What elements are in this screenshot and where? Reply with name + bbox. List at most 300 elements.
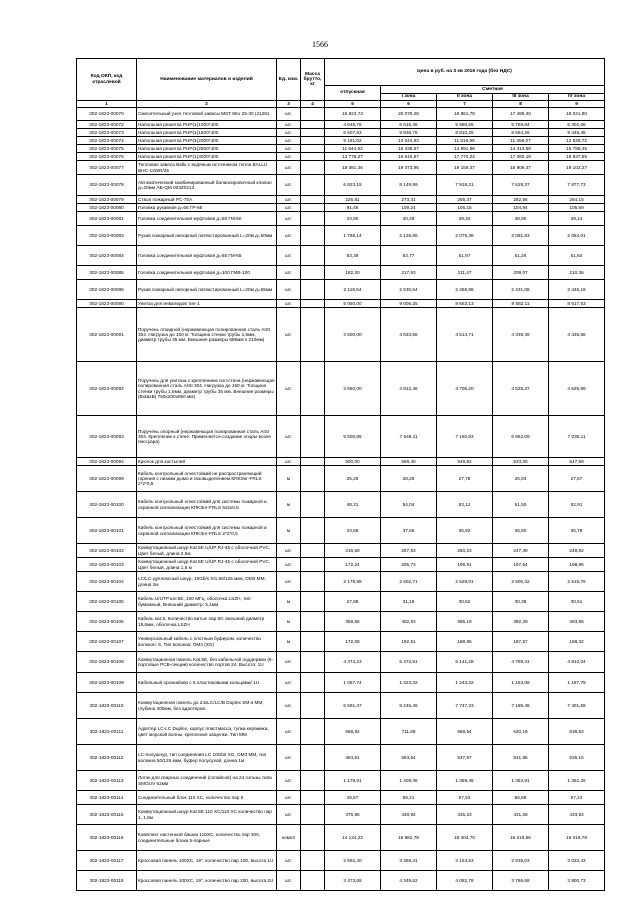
price-sale: 14 134,22 <box>325 825 381 851</box>
price-zone-1: 63,77 <box>381 246 437 266</box>
price-zone-1: 3 368,41 <box>381 851 437 871</box>
price-zone-1: 8 149,99 <box>381 175 437 196</box>
price-zone-2: 436,23 <box>437 805 493 825</box>
price-zone-4: 535,15 <box>549 745 605 771</box>
item-unit: м <box>277 492 301 518</box>
item-name: Поручень откидной (нержавеющая полированная сталь AISI 304. Нагрузка до 150 кг. Толщина стенки трубы 1,5мм, диаметр трубы 35 мм. Внешние размеры 695мм x 210мм) <box>137 308 277 362</box>
price-zone-4: 248,92 <box>549 544 605 558</box>
item-code: 302-1823-00100 <box>77 492 137 518</box>
item-mass <box>301 226 325 246</box>
item-code: 302-1823-00077 <box>77 161 137 175</box>
price-sale: 49,57 <box>325 791 381 805</box>
table-row <box>77 572 605 592</box>
item-mass <box>301 137 325 145</box>
item-mass <box>301 129 325 137</box>
price-zone-3: 197,64 <box>493 558 549 572</box>
price-zone-4: 2 515,76 <box>549 572 605 592</box>
item-unit: шт. <box>277 416 301 458</box>
item-name: Поручень опорный (нержавеющая полированная сталь AISI 304. Крепление к стене. Применяется-создание опоры возле писсуара) <box>137 416 277 458</box>
item-code: 302-1823-00083 <box>77 226 137 246</box>
price-zone-4: 210,36 <box>549 266 605 280</box>
price-zone-2: 17 770,24 <box>437 153 493 161</box>
price-zone-4: 27,67 <box>549 466 605 492</box>
column-index: 8 <box>493 101 549 108</box>
item-name: Ствол пожарный РС-70А <box>137 196 277 204</box>
price-zone-2: 14 891,96 <box>437 145 493 153</box>
header-sale: отпускная <box>325 86 381 101</box>
price-sale: 3 473,65 <box>325 871 381 891</box>
price-zone-4: 19 102,27 <box>549 161 605 175</box>
price-zone-4: 2 064,01 <box>549 226 605 246</box>
price-sale: 226,81 <box>325 196 381 204</box>
item-code: 302-1823-00104 <box>77 572 137 592</box>
price-sale: 48,31 <box>325 492 381 518</box>
item-code: 302-1823-00086 <box>77 280 137 300</box>
price-zone-3: 104,94 <box>493 204 549 212</box>
item-mass <box>301 771 325 791</box>
item-name: Кабель контрольный огнестойкий для системы пожарной и охранной сигнализации КПКЭнг-FRLS 6x2x0,5 <box>137 492 277 518</box>
item-name: Кроссовая панель 100XC, 19", количество пар 200, высота 2U <box>137 871 277 891</box>
price-zone-4: 3 023,43 <box>549 851 605 871</box>
price-zone-3: 4 339,39 <box>493 308 549 362</box>
price-zone-2: 2 529,01 <box>437 572 493 592</box>
price-zone-1: 109,24 <box>381 204 437 212</box>
price-zone-1: 5 472,51 <box>381 652 437 673</box>
price-zone-3: 3 786,68 <box>493 871 549 891</box>
item-name: Поручень для унитаза с креплением пол-стена (нержавеющая полированная сталь AISI 304. Нагрузка до 150 кг. Толщина стенки трубы 1,5мм, диаметр трубы 35 мм. Внешние размеры (ВхШхВ) 750х200х850 мм) <box>137 362 277 416</box>
price-zone-1: 4 812,46 <box>381 362 437 416</box>
price-zone-1: 563,64 <box>381 745 437 771</box>
price-zone-2: 18 861,78 <box>437 108 493 121</box>
table-row <box>77 308 605 362</box>
price-zone-2: 5 141,28 <box>437 652 493 673</box>
item-code: 302-1823-00093 <box>77 416 137 458</box>
item-name: Кабель кат.5, Количество витых пар 50. внешний диаметр 15,6мм, оболочка LSZH <box>137 612 277 632</box>
item-unit: шт. <box>277 175 301 196</box>
item-name: Кабель контрольный огнестойкий не распространяющий горения с низким дымо и газовыделением КПКЭнг-FRLS 2*2*0,5 <box>137 466 277 492</box>
item-name: Тепловая завеса Ballu с водяным источником тепла BALLU BHC-12WR/25 <box>137 161 277 175</box>
item-code: 302-1823-00092 <box>77 362 137 416</box>
item-unit: шт. <box>277 137 301 145</box>
price-zone-1: 6 615,36 <box>381 121 437 129</box>
header-code: Код ОКП, код отраслевой <box>77 59 137 101</box>
item-unit: шт. <box>277 226 301 246</box>
item-name: Соединительный блок 110 XC, количество пар 5 <box>137 791 277 805</box>
item-unit: шт. <box>277 791 301 805</box>
price-zone-1: 559,40 <box>381 458 437 466</box>
table-row <box>77 300 605 308</box>
price-zone-2: 188,95 <box>437 632 493 652</box>
table-row <box>77 280 605 300</box>
price-zone-3: 8 564,26 <box>493 129 549 137</box>
price-zone-4: 39,14 <box>549 212 605 226</box>
table-row <box>77 266 605 280</box>
table-row <box>77 492 605 518</box>
price-zone-2: 4 706,20 <box>437 362 493 416</box>
item-name: Комплект настенной башни 110XC, количество пар 300, соединительные блоки 5-парные <box>137 825 277 851</box>
price-zone-1: 19 616,87 <box>381 153 437 161</box>
price-zone-4: 30,51 <box>549 592 605 612</box>
item-code: 302-1823-00106 <box>77 612 137 632</box>
item-code: 302-1823-00113 <box>77 771 137 791</box>
price-zone-3: 2 431,08 <box>493 280 549 300</box>
price-zone-1: 448,94 <box>381 805 437 825</box>
item-unit: шт. <box>277 145 301 153</box>
item-name: Коммутационный шнур Kat.5E U/UP RJ-45 с оболочкой PVC. Цвет белый, длина 1,5 м <box>137 558 277 572</box>
item-code: 302-1823-00115 <box>77 805 137 825</box>
item-unit: шт. <box>277 196 301 204</box>
table-row <box>77 466 605 492</box>
item-unit: шт. <box>277 204 301 212</box>
price-zone-4: 7 401,69 <box>549 693 605 719</box>
price-zone-3: 431,28 <box>493 805 549 825</box>
item-mass <box>301 153 325 161</box>
item-name: Напольная решетка PHP(1)1000*400 <box>137 121 277 129</box>
price-zone-2: 8 810,26 <box>437 129 493 137</box>
price-zone-2: 16 404,70 <box>437 825 493 851</box>
header-zone-4: IV зона <box>549 94 605 101</box>
price-zone-1: 19 373,95 <box>381 161 437 175</box>
item-unit: шт. <box>277 544 301 558</box>
item-mass <box>301 825 325 851</box>
item-mass <box>301 466 325 492</box>
price-zone-4: 638,82 <box>549 719 605 745</box>
price-sale: 11 644,92 <box>325 145 381 153</box>
price-table <box>76 58 605 891</box>
item-mass <box>301 266 325 280</box>
price-zone-4: 4 435,66 <box>549 308 605 362</box>
item-name: Унитаз для инвалидов тип-1 <box>137 300 277 308</box>
price-sale: 2 692,40 <box>325 851 381 871</box>
price-sale: 182,20 <box>325 266 381 280</box>
price-zone-2: 19 155,37 <box>437 161 493 175</box>
table-row <box>77 161 605 175</box>
item-unit: шт. <box>277 161 301 175</box>
price-zone-3: 35,80 <box>493 518 549 544</box>
item-unit: шт. <box>277 266 301 280</box>
price-sale: 18 381,36 <box>325 161 381 175</box>
item-name: Крючок для костылей <box>137 458 277 466</box>
table-row <box>77 226 605 246</box>
price-zone-4: 16 318,78 <box>549 825 605 851</box>
item-name: Головка соединительная муфтовая д=50 ГМ-50 <box>137 212 277 226</box>
price-zone-2: 537,97 <box>437 745 493 771</box>
price-zone-4: 105,59 <box>549 204 605 212</box>
item-mass <box>301 871 325 891</box>
price-zone-1: 2 602,71 <box>381 572 437 592</box>
item-mass <box>301 108 325 121</box>
price-sale: 4 374,23 <box>325 652 381 673</box>
price-zone-1: 711,68 <box>381 719 437 745</box>
price-zone-2: 4 514,71 <box>437 308 493 362</box>
price-zone-1: 31,19 <box>381 592 437 612</box>
price-zone-2: 7 918,21 <box>437 175 493 196</box>
column-index: 9 <box>549 101 605 108</box>
price-sale: 91,46 <box>325 204 381 212</box>
item-code: 302-1823-00110 <box>77 693 137 719</box>
item-mass <box>301 145 325 153</box>
price-zone-3: 531,86 <box>493 745 549 771</box>
price-zone-4: 1 187,79 <box>549 673 605 693</box>
price-zone-3: 56,88 <box>493 791 549 805</box>
item-name: Головка рукавная д=65 ГР-65 <box>137 204 277 212</box>
price-sale: 6 607,63 <box>325 129 381 137</box>
price-zone-2: 36,92 <box>437 518 493 544</box>
item-name: Рукав пожарный напорный латекстированный L=20м д=50мм <box>137 226 277 246</box>
price-zone-1: 402,63 <box>381 612 437 632</box>
price-zone-2: 7 747,33 <box>437 693 493 719</box>
item-code: 302-1823-00099 <box>77 466 137 492</box>
table-row <box>77 137 605 145</box>
column-index: 4 <box>301 101 325 108</box>
header-zone-2: II зона <box>437 94 493 101</box>
price-zone-3: 38,90 <box>493 212 549 226</box>
item-mass <box>301 612 325 632</box>
table-row <box>77 246 605 266</box>
column-index: 1 <box>77 101 137 108</box>
price-zone-1: 217,63 <box>381 266 437 280</box>
item-code: 302-1823-00078 <box>77 175 137 196</box>
item-unit: шт. <box>277 362 301 416</box>
item-mass <box>301 851 325 871</box>
item-code: 302-1823-00111 <box>77 719 137 745</box>
column-index: 5 <box>325 101 381 108</box>
item-code: 302-1823-00081 <box>77 212 137 226</box>
item-code: 302-1823-00080 <box>77 204 137 212</box>
price-sale: 25,25 <box>325 466 381 492</box>
price-zone-4: 433,94 <box>549 805 605 825</box>
price-zone-2: 61,97 <box>437 246 493 266</box>
column-index-row <box>77 101 605 108</box>
item-mass <box>301 805 325 825</box>
item-unit: шт. <box>277 851 301 871</box>
price-zone-4: 3 900,73 <box>549 871 605 891</box>
price-sale: 4 645,76 <box>325 121 381 129</box>
item-code: 302-1823-00102 <box>77 544 137 558</box>
price-zone-2: 7 160,53 <box>437 416 493 458</box>
item-unit: компл <box>277 825 301 851</box>
item-code: 302-1823-00074 <box>77 137 137 145</box>
item-mass <box>301 458 325 466</box>
item-unit: шт. <box>277 246 301 266</box>
price-zone-3: 17 495,40 <box>493 108 549 121</box>
item-code: 302-1823-00118 <box>77 871 137 891</box>
item-code: 302-1823-00076 <box>77 153 137 161</box>
price-zone-1: 1 323,32 <box>381 673 437 693</box>
price-zone-3: 247,39 <box>493 544 549 558</box>
item-unit: шт. <box>277 280 301 300</box>
price-zone-4: 61,64 <box>549 246 605 266</box>
item-unit: м <box>277 466 301 492</box>
table-row <box>77 825 605 851</box>
price-zone-4: 4 625,99 <box>549 362 605 416</box>
column-index: 2 <box>137 101 277 108</box>
price-zone-4: 198,86 <box>549 558 605 572</box>
item-mass <box>301 175 325 196</box>
item-unit: м <box>277 612 301 632</box>
price-zone-3: 209,07 <box>493 266 549 280</box>
price-zone-2: 250,23 <box>437 544 493 558</box>
column-index: 7 <box>437 101 493 108</box>
price-zone-4: 15 788,45 <box>549 145 605 153</box>
table-row <box>77 791 605 805</box>
item-unit: м <box>277 632 301 652</box>
price-zone-3: 8 582,11 <box>493 300 549 308</box>
price-zone-2: 668,64 <box>437 719 493 745</box>
item-code: 302-1823-00072 <box>77 121 137 129</box>
price-zone-2: 4 082,78 <box>437 871 493 891</box>
item-unit: шт. <box>277 108 301 121</box>
price-zone-3: 533,05 <box>493 458 549 466</box>
table-row <box>77 153 605 161</box>
table-row <box>77 108 605 121</box>
price-zone-2: 395,19 <box>437 612 493 632</box>
item-name: Напольная решетка PHP(1)2000*400 <box>137 137 277 145</box>
price-zone-2: 199,91 <box>437 558 493 572</box>
item-unit: шт. <box>277 153 301 161</box>
table-row <box>77 129 605 137</box>
table-row <box>77 416 605 458</box>
item-mass <box>301 745 325 771</box>
price-zone-2: 2 075,38 <box>437 226 493 246</box>
price-zone-1: 13 044,93 <box>381 137 437 145</box>
price-sale: 463,51 <box>325 745 381 771</box>
item-mass <box>301 362 325 416</box>
price-zone-2: 1 369,45 <box>437 771 493 791</box>
item-unit: шт. <box>277 572 301 592</box>
price-zone-1: 205,73 <box>381 558 437 572</box>
price-zone-1: 37,56 <box>381 518 437 544</box>
price-sale: 3 650,00 <box>325 362 381 416</box>
price-zone-1: 59,21 <box>381 791 437 805</box>
price-zone-3: 6 862,09 <box>493 416 549 458</box>
price-zone-4: 547,69 <box>549 458 605 466</box>
item-mass <box>301 544 325 558</box>
item-unit: шт. <box>277 673 301 693</box>
item-unit: шт. <box>277 558 301 572</box>
header-zone-3: III зона <box>493 94 549 101</box>
price-sale: 13 776,27 <box>325 153 381 161</box>
price-zone-3: 5 759,84 <box>493 121 549 129</box>
price-zone-4: 6 302,68 <box>549 121 605 129</box>
price-zone-2: 211,47 <box>437 266 493 280</box>
price-sale: 15 923,73 <box>325 108 381 121</box>
price-zone-3: 30,39 <box>493 592 549 612</box>
item-unit: шт. <box>277 805 301 825</box>
item-name: Кабель U/UTP кат.5E, 100 МГц, оболочка LSZH, тип: бумажный, Внешний диаметр: 5,1мм <box>137 592 277 612</box>
page-number: 1566 <box>312 40 328 49</box>
price-zone-3: 1 153,08 <box>493 673 549 693</box>
table-row <box>77 771 605 791</box>
table-row <box>77 212 605 226</box>
price-zone-4: 2 446,19 <box>549 280 605 300</box>
price-zone-3: 17 080,19 <box>493 153 549 161</box>
item-name: Автоматический комбинированный балансировочный клапан д=20мм AB-QM 003Z0213 <box>137 175 277 196</box>
table-row <box>77 458 605 466</box>
item-name: LC/LC-дуплексный шнур, 10Gb/s XG.50/125 мкм, OM3 MM, длина 2м <box>137 572 277 592</box>
item-code: 302-1823-00070 <box>77 108 137 121</box>
item-code: 302-1823-00105 <box>77 592 137 612</box>
price-sale: 53,39 <box>325 246 381 266</box>
header-mass: Масса брутто, кг <box>301 59 325 101</box>
item-mass <box>301 161 325 175</box>
price-zone-2: 106,15 <box>437 204 493 212</box>
price-sale: 3 500,00 <box>325 308 381 362</box>
table-row <box>77 592 605 612</box>
price-sale: 5 500,85 <box>325 416 381 458</box>
price-zone-1: 16 438,57 <box>381 145 437 153</box>
item-mass <box>301 572 325 592</box>
column-index: 6 <box>381 101 437 108</box>
price-zone-4: 18 021,80 <box>549 108 605 121</box>
price-zone-2: 53,12 <box>437 492 493 518</box>
price-zone-4: 7 877,73 <box>549 175 605 196</box>
item-code: 302-1823-00109 <box>77 673 137 693</box>
item-unit: м <box>277 518 301 544</box>
item-unit: шт. <box>277 458 301 466</box>
item-mass <box>301 632 325 652</box>
item-mass <box>301 300 325 308</box>
item-mass <box>301 204 325 212</box>
price-zone-2: 549,82 <box>437 458 493 466</box>
price-zone-4: 4 912,04 <box>549 652 605 673</box>
price-zone-4: 9 445,45 <box>549 129 605 137</box>
price-zone-3: 18 906,37 <box>493 161 549 175</box>
price-zone-2: 11 816,95 <box>437 137 493 145</box>
item-code: 302-1823-00107 <box>77 632 137 652</box>
price-sale: 359,66 <box>325 612 381 632</box>
item-mass <box>301 791 325 805</box>
item-code: 302-1823-00116 <box>77 825 137 851</box>
price-zone-2: 30,62 <box>437 592 493 612</box>
table-row <box>77 693 605 719</box>
price-zone-4: 7 035,11 <box>549 416 605 458</box>
price-sale: 1 179,91 <box>325 771 381 791</box>
table-row <box>77 719 605 745</box>
item-name: Смесительный узел тепловой завесы MST 8Kv 25-30 (21281 <box>137 108 277 121</box>
item-mass <box>301 652 325 673</box>
table-body <box>77 108 605 891</box>
price-zone-2: 265,37 <box>437 196 493 204</box>
item-unit: шт. <box>277 300 301 308</box>
table-row <box>77 632 605 652</box>
item-name: Рукав пожарный напорный латекстированный L=20м д=65мм <box>137 280 277 300</box>
price-sale: 172,08 <box>325 632 381 652</box>
item-name: Коммутационный шнур Kat.5E 110 XC/110 XC количество пар 1, 1,8м <box>137 805 277 825</box>
item-name: Кроссовая панель 100XC, 19", количество пар 100, высота 1U <box>137 851 277 871</box>
item-unit: шт. <box>277 745 301 771</box>
item-unit: м <box>277 592 301 612</box>
item-name: Коммутационный шнур Kat.5E U/UP RJ-45 с оболочкой PVC. Цвет белый, длина 2,5м <box>137 544 277 558</box>
price-zone-1: 2 530,64 <box>381 280 437 300</box>
price-zone-1: 4 345,62 <box>381 871 437 891</box>
price-zone-3: 392,29 <box>493 612 549 632</box>
price-sale: 375,85 <box>325 805 381 825</box>
table-row <box>77 121 605 129</box>
price-zone-1: 28,26 <box>381 466 437 492</box>
item-mass <box>301 280 325 300</box>
price-sale: 33,90 <box>325 212 381 226</box>
price-zone-1: 9 836,76 <box>381 129 437 137</box>
item-unit: шт. <box>277 212 301 226</box>
price-zone-3: 4 525,37 <box>493 362 549 416</box>
item-mass <box>301 693 325 719</box>
price-zone-4: 188,32 <box>549 632 605 652</box>
price-zone-3: 4 759,41 <box>493 652 549 673</box>
price-sale: 27,88 <box>325 592 381 612</box>
price-zone-1: 8 246,46 <box>381 693 437 719</box>
item-unit: шт. <box>277 652 301 673</box>
